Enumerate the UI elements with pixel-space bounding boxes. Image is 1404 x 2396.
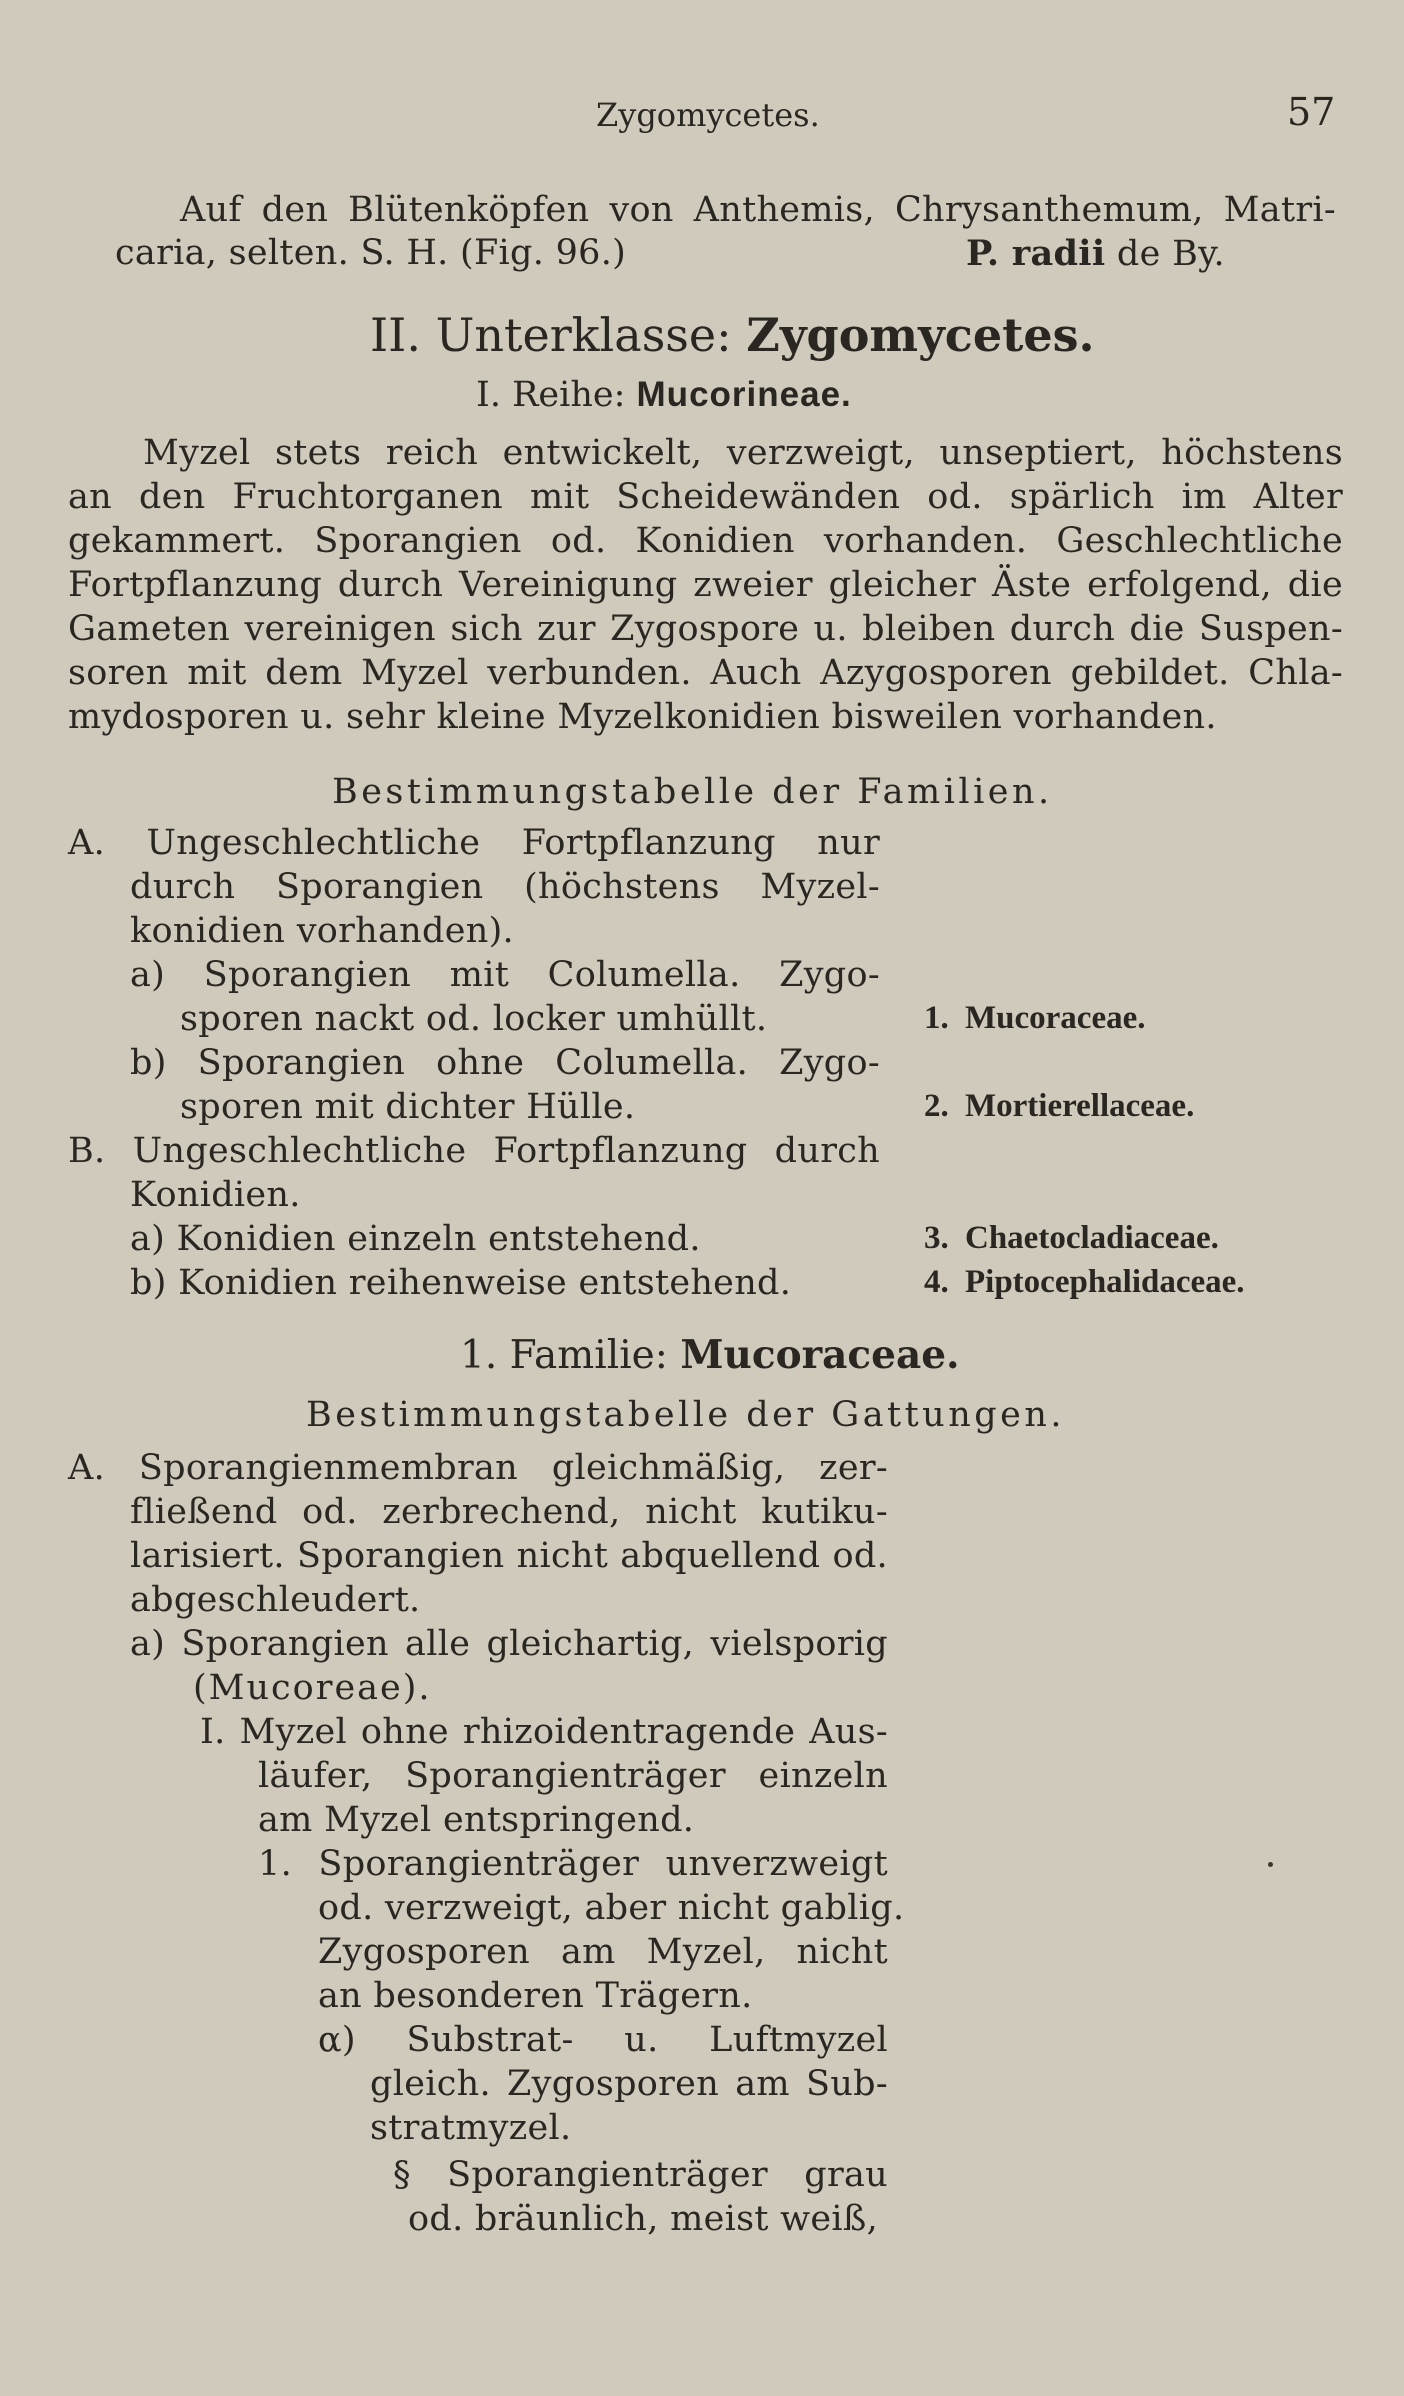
genera-key-line: α) Substrat- u. Luftmyzel xyxy=(318,2020,888,2060)
genera-key-line: od. bräunlich, meist weiß, xyxy=(408,2199,879,2239)
key-families-heading: Bestimmungstabelle der Familien. xyxy=(332,772,1053,812)
subclass-heading xyxy=(370,308,1095,362)
description-line: an den Fruchtorganen mit Scheidewänden od. spärlich im Alter xyxy=(68,477,1343,517)
key-genera-heading: Bestimmungstabelle der Gattungen. xyxy=(306,1395,1066,1435)
key-line: sporen mit dichter Hülle. xyxy=(180,1087,636,1127)
key-line: A. Ungeschlechtliche Fortpflanzung nur xyxy=(68,823,880,863)
genera-key-line: A. Sporangienmembran gleichmäßig, zer- xyxy=(68,1448,888,1488)
genera-key-line: I. Myzel ohne rhizoidentragende Aus- xyxy=(200,1712,888,1752)
description-line: gekammert. Sporangien od. Konidien vorhanden. Geschlechtliche xyxy=(68,521,1343,561)
genera-key-line: an besonderen Trägern. xyxy=(318,1976,753,2016)
key-line: Konidien. xyxy=(130,1175,301,1215)
species-epithet: P. radii xyxy=(966,233,1106,274)
description-line: mydosporen u. sehr kleine Myzelkonidien bisweilen vorhanden. xyxy=(68,697,1217,737)
order-heading xyxy=(476,375,852,415)
description-line: soren mit dem Myzel verbunden. Auch Azygosporen gebildet. Chla- xyxy=(68,653,1343,693)
subclass-prefix: II. Unterklasse: xyxy=(370,308,732,362)
genera-key-line: a) Sporangien alle gleichartig, vielsporig xyxy=(130,1624,888,1664)
key-line: B. Ungeschlechtliche Fortpflanzung durch xyxy=(68,1131,880,1171)
genera-key-line: (Mucoreae). xyxy=(193,1668,432,1708)
family-result-4: 4. Piptocephalidaceae. xyxy=(924,1264,1245,1300)
print-speck xyxy=(1268,1862,1273,1867)
genera-key-line: § Sporangienträger grau xyxy=(393,2155,888,2195)
genera-key-line: 1. Sporangienträger unverzweigt xyxy=(258,1844,888,1884)
species-author: de By. xyxy=(1116,234,1225,274)
genera-key-line: fließend od. zerbrechend, nicht kutiku- xyxy=(130,1492,888,1532)
order-prefix: I. Reihe: xyxy=(476,375,626,415)
intro-line-1: Auf den Blütenköpfen von Anthemis, Chrysanthemum, Matri- xyxy=(180,190,1336,230)
intro-line-2: caria, selten. S. H. (Fig. 96.) xyxy=(115,233,627,273)
key-line: b) Sporangien ohne Columella. Zygo- xyxy=(130,1043,880,1083)
family-heading xyxy=(460,1332,960,1378)
page-number: 57 xyxy=(1287,90,1336,134)
genera-key-line: od. verzweigt, aber nicht gablig. xyxy=(318,1888,905,1928)
family-result-1: 1. Mucoraceae. xyxy=(924,1000,1146,1036)
genera-key-line: gleich. Zygosporen am Sub- xyxy=(370,2064,888,2104)
subclass-name: Zygomycetes. xyxy=(746,308,1095,362)
key-line: durch Sporangien (höchstens Myzel- xyxy=(130,867,880,907)
key-line: a) Konidien einzeln entstehend. xyxy=(130,1219,701,1259)
genera-key-line: stratmyzel. xyxy=(370,2108,572,2148)
family-prefix: 1. Familie: xyxy=(460,1333,668,1378)
genera-key-line: Zygosporen am Myzel, nicht xyxy=(318,1932,888,1972)
key-line: a) Sporangien mit Columella. Zygo- xyxy=(130,955,880,995)
running-header: Zygomycetes. xyxy=(596,96,820,134)
genera-key-line: abgeschleudert. xyxy=(130,1580,421,1620)
genera-key-line: larisiert. Sporangien nicht abquellend od. xyxy=(130,1536,888,1576)
family-name: Mucoraceae. xyxy=(680,1332,960,1378)
genera-key-line: am Myzel entspringend. xyxy=(258,1800,695,1840)
species-name xyxy=(966,233,1225,274)
family-result-2: 2. Mortierellaceae. xyxy=(924,1088,1195,1124)
key-line: konidien vorhanden). xyxy=(130,911,514,951)
description-line: Gameten vereinigen sich zur Zygospore u. bleiben durch die Suspen- xyxy=(68,609,1343,649)
genera-key-line: läufer, Sporangienträger einzeln xyxy=(258,1756,888,1796)
key-line: sporen nackt od. locker umhüllt. xyxy=(180,999,768,1039)
family-result-3: 3. Chaetocladiaceae. xyxy=(924,1220,1219,1256)
description-line: Fortpflanzung durch Vereinigung zweier gleicher Äste erfolgend, die xyxy=(68,565,1343,605)
description-line: Myzel stets reich entwickelt, verzweigt, unseptiert, höchstens xyxy=(143,433,1343,473)
key-line: b) Konidien reihenweise entstehend. xyxy=(130,1263,792,1303)
order-name: Mucorineae. xyxy=(636,375,852,414)
